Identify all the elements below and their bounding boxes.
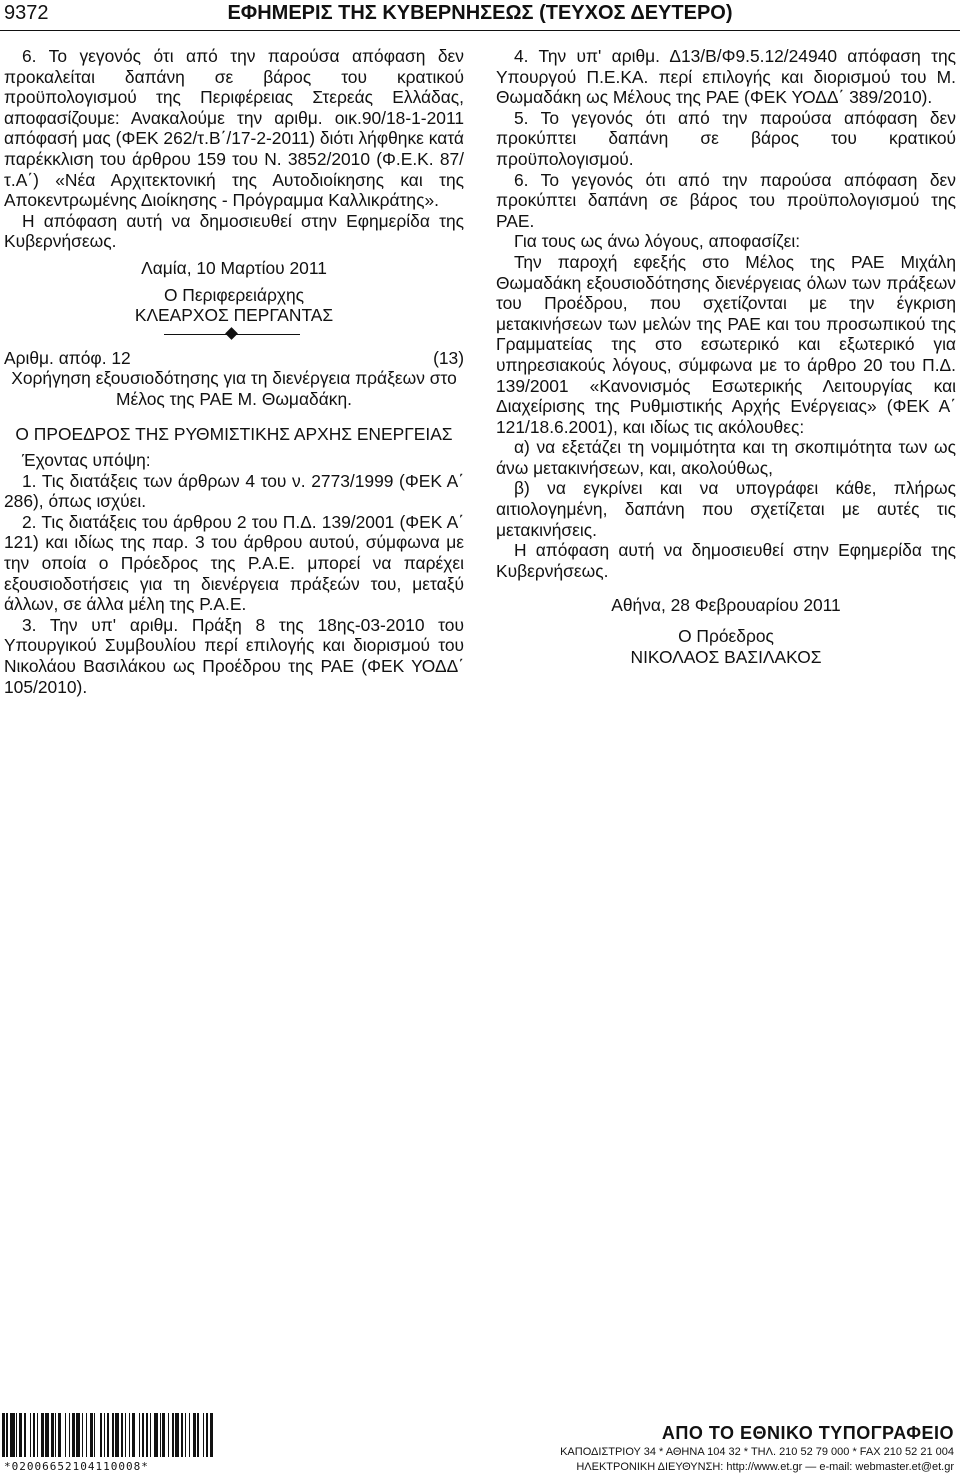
recital-2: 2. Τις διατάξεις του άρθρου 2 του Π.Δ. 139/2001 (ΦΕΚ Α΄ 121) και ιδίως της παρ. 3 του άρθρου αυτού, σύμφωνα με την οποία ο Πρόεδρος της Ρ.Α.Ε. μπορεί να παρέχει εξουσιοδοτήσεις για τη διενέργεια πράξεών του, μεταξύ άλλων, σε άλλα μέλη της Ρ.Α.Ε.: [4, 511, 464, 615]
barcode-digits: *02006652104110008*: [4, 1460, 149, 1473]
signer-title: Ο Πρόεδρος: [678, 626, 774, 647]
page-footer: [0, 1405, 960, 1478]
barcode-bar: [213, 1413, 214, 1457]
barcode: [2, 1413, 292, 1457]
decides-heading: Για τους ως άνω λόγους, αποφασίζει:: [514, 231, 801, 252]
page-number: 9372: [4, 2, 49, 24]
recital-5: 5. Το γεγονός ότι από την παρούσα απόφαση δεν προκύπτει δαπάνη σε βάρος του κρατικού προϋπολογισμού.: [496, 107, 956, 169]
recital-4: 4. Την υπ' αριθμ. Δ13/Β/Φ9.5.12/24940 απόφαση της Υπουργού Π.Ε.ΚΑ. περί επιλογής και διορισμού του Μ. Θωμαδάκη ως Μέλους της ΡΑΕ (ΦΕΚ ΥΟΔΔ΄ 389/2010).: [496, 46, 956, 108]
printer-name: ΑΠΟ ΤΟ ΕΘΝΙΚΟ ΤΥΠΟΓΡΑΦΕΙΟ: [661, 1423, 954, 1443]
publish-order: Η απόφαση αυτή να δημοσιευθεί στην Εφημερίδα της Κυβερνήσεως.: [4, 210, 464, 252]
decision-number-line: [4, 348, 464, 369]
recital-6: 6. Το γεγονός ότι από την παρούσα απόφαση δεν προκύπτει δαπάνη σε βάρος του προϋπολογισμού της ΡΑΕ.: [496, 169, 956, 231]
gazette-title: ΕΦΗΜΕΡΙΣ ΤΗΣ ΚΥΒΕΡΝΗΣΕΩΣ (ΤΕΥΧΟΣ ΔΕΥΤΕΡΟ): [227, 2, 733, 24]
considering-heading: Έχοντας υπόψη:: [22, 450, 151, 471]
place-date: Αθήνα, 28 Φεβρουαρίου 2011: [611, 595, 841, 616]
sub-item-a: α) να εξετάζει τη νομιμότητα και τη σκοπιμότητα των ως άνω μετακινήσεων, και, ακολούθως,: [496, 437, 956, 478]
separator-ornament: [4, 326, 464, 344]
printer-web: ΗΛΕΚΤΡΟΝΙΚΗ ΔΙΕΥΘΥΝΣΗ: http://www.et.gr — e-mail: webmaster.et@et.gr: [576, 1461, 954, 1473]
paragraph-6: 6. Το γεγονός ότι από την παρούσα απόφαση δεν προκαλείται δαπάνη σε βάρος του κρατικού προϋπολογισμού της Περιφέρειας Στερεάς Ελλάδας, αποφασίζουμε: Ανακαλούμε την αριθμ. οικ.90/18-1-2011 απόφασή μας (ΦΕΚ 262/τ.Β΄/17-2-2011) διότι λήφθηκε κατά παρέκκλιση του άρθρου 159 του Ν. 3852/2010 (Φ.Ε.Κ. 87/τ.Α΄) «Νέα Αρχιτεκτονική της Αυτοδιοίκησης και της Αποκεντρωμένης Διοίκησης - Πρόγραμμα Καλλικράτης».: [4, 46, 464, 211]
signer-title: Ο Περιφερειάρχης: [163, 284, 305, 305]
page-header: [0, 0, 960, 32]
signer-name: ΚΛΕΑΡΧΟΣ ΠΕΡΓΑΝΤΑΣ: [134, 305, 334, 326]
publish-order: Η απόφαση αυτή να δημοσιευθεί στην Εφημερίδα της Κυβερνήσεως.: [496, 540, 956, 581]
left-column: [4, 46, 464, 697]
recital-1: 1. Τις διατάξεις των άρθρων 4 του ν. 2773/1999 (ΦΕΚ Α΄ 286), όπως ισχύει.: [4, 470, 464, 512]
header-rule: [0, 30, 960, 31]
recital-3: 3. Την υπ' αριθμ. Πράξη 8 της 18ης-03-2010 του Υπουργικού Συμβουλίου περί επιλογής και διορισμού του Νικολάου Βασιλάκου ως Προέδρου της ΡΑΕ (ΦΕΚ ΥΟΔΔ΄ 105/2010).: [4, 614, 464, 697]
signer-name: ΝΙΚΟΛΑΟΣ ΒΑΣΙΛΑΚΟΣ: [630, 646, 822, 667]
issuing-authority: Ο ΠΡΟΕΔΡΟΣ ΤΗΣ ΡΥΘΜΙΣΤΙΚΗΣ ΑΡΧΗΣ ΕΝΕΡΓΕΙΑΣ: [15, 423, 453, 444]
printer-address: ΚΑΠΟΔΙΣΤΡΙΟΥ 34 * ΑΘΗΝΑ 104 32 * ΤΗΛ. 210 52 79 000 * FAX 210 52 21 004: [560, 1446, 954, 1458]
decision-subject: Χορήγηση εξουσιοδότησης για τη διενέργεια πράξεων στο Μέλος της ΡΑΕ Μ. Θωμαδάκη.: [11, 368, 457, 409]
place-date: Λαμία, 10 Μαρτίου 2011: [141, 257, 327, 278]
decision-code: (13): [433, 347, 464, 368]
sub-item-b: β) να εγκρίνει και να υπογράφει κάθε, πλήρως αιτιολογημένη, δαπάνη που σχετίζεται με αυτές τις μετακινήσεις.: [496, 478, 956, 540]
grant-paragraph: Την παροχή εφεξής στο Μέλος της ΡΑΕ Μιχάλη Θωμαδάκη εξουσιοδότησης διενέργειας όλων των πράξεων του Προέδρου, που σχετίζονται με την έγκριση μετακινήσεων των μελών της ΡΑΕ και του προσωπικού της Γραμματείας της στο εσωτερικό και εξωτερικό για υπηρεσιακούς λόγους, σύμφωνα με το άρθρο 20 του Π.Δ. 139/2001 «Κανονισμός Εσωτερικής Λειτουργίας και Διαχείρισης της Ρυθμιστικής Αρχής Ενέργειας» (ΦΕΚ Α΄ 121/18.6.2001), και ιδίως τις ακόλουθες:: [496, 251, 956, 437]
diamond-icon: [225, 327, 238, 340]
decision-number: Αριθμ. απόφ. 12: [4, 347, 131, 368]
right-column: [496, 46, 956, 667]
